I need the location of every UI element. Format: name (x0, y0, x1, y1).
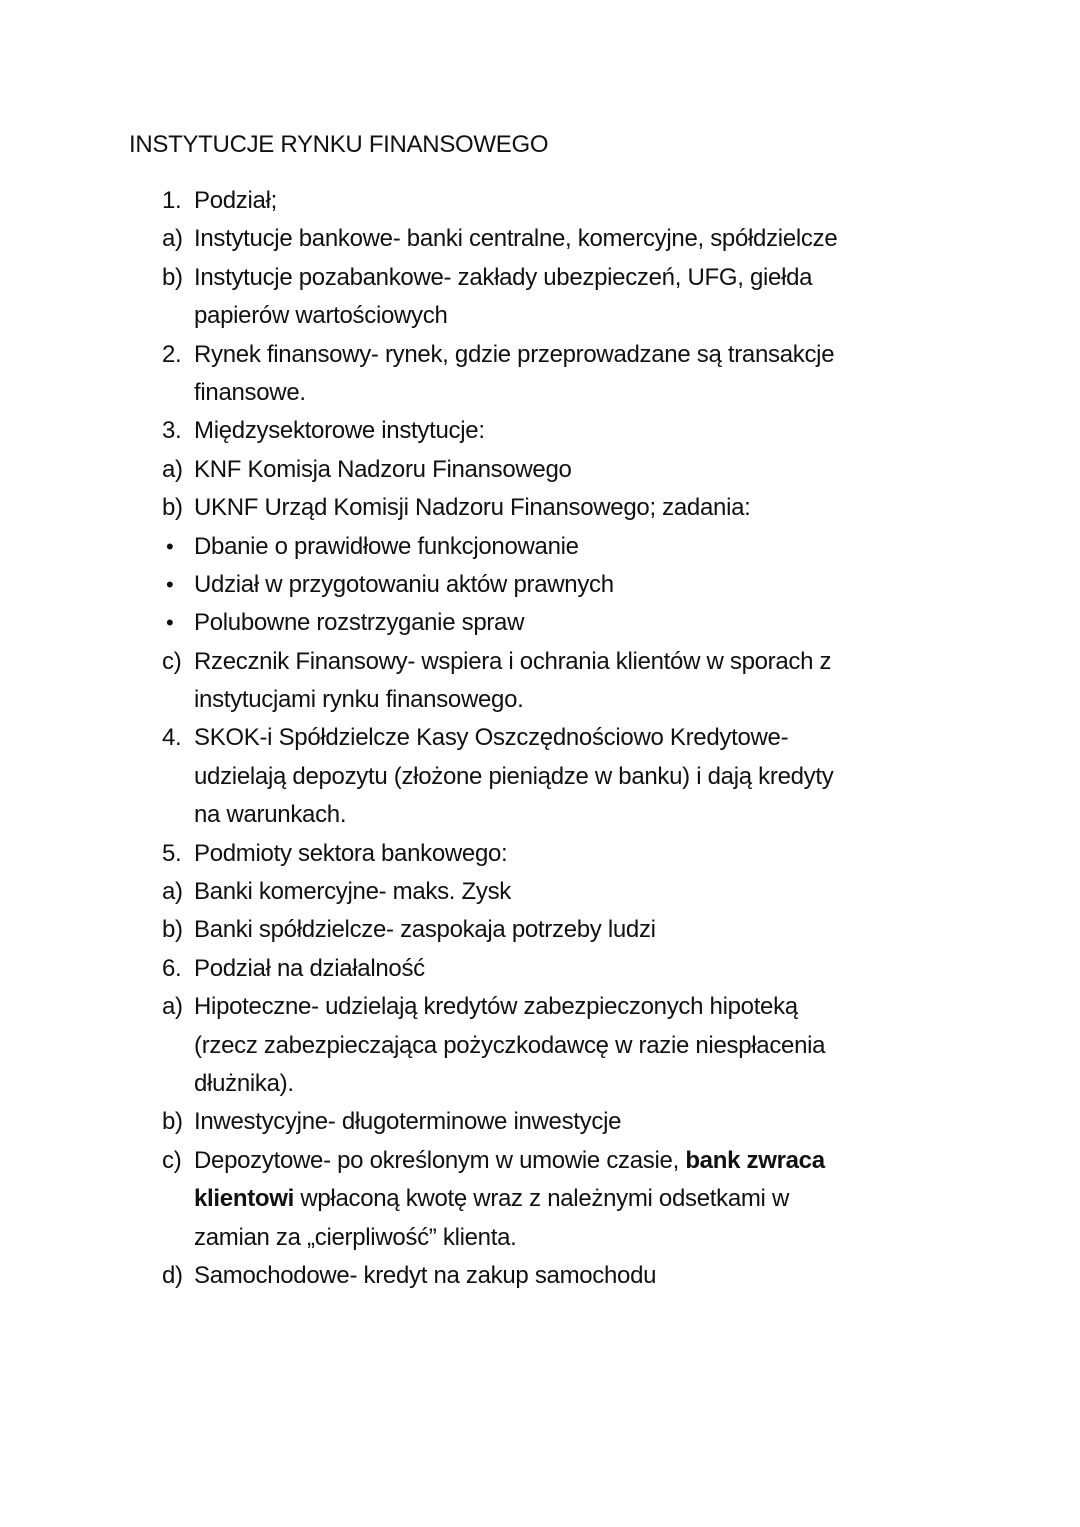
list-text: Podział; (194, 187, 277, 214)
list-marker: a) (162, 225, 183, 253)
list-item (0, 990, 1080, 1028)
list-text: finansowe. (194, 378, 306, 406)
list-marker: a) (162, 455, 183, 483)
list-item-continuation (0, 299, 1080, 337)
list-text: SKOK-i Spółdzielcze Kasy Oszczędnościowo Kredytowe- (194, 724, 789, 752)
list-item (0, 1259, 1080, 1297)
list-item-continuation (0, 1221, 1080, 1259)
list-text-regular: Depozytowe- po określonym w umowie czasie, (194, 1146, 686, 1174)
list-marker: 6. (162, 954, 182, 982)
bullet-item (0, 530, 1080, 568)
list-item (0, 261, 1080, 299)
list-marker: b) (162, 494, 183, 522)
list-item (0, 414, 1080, 452)
list-text: UKNF Urząd Komisji Nadzoru Finansowego; zadania: (194, 494, 751, 522)
list-item (0, 491, 1080, 529)
list-text: Banki spółdzielcze- zaspokaja potrzeby ludzi (194, 916, 656, 944)
bullet-item (0, 606, 1080, 644)
list-text (194, 1144, 825, 1178)
list-item-continuation (0, 376, 1080, 414)
list-text-bold: klientowi (194, 1185, 294, 1213)
list-item (0, 837, 1080, 875)
list-marker: 1. (162, 187, 182, 214)
list-marker: 3. (162, 417, 182, 445)
list-text: Międzysektorowe instytucje: (194, 417, 485, 445)
list-text: Banki komercyjne- maks. Zysk (194, 878, 512, 906)
list-marker: a) (162, 878, 183, 906)
list-marker: 2. (162, 340, 182, 368)
list-text: udzielają depozytu (złożone pieniądze w banku) i dają kredyty (194, 762, 834, 790)
list-text: Udział w przygotowaniu aktów prawnych (194, 570, 614, 598)
list-text: Inwestycyjne- długoterminowe inwestycje (194, 1108, 622, 1136)
list-item-continuation (0, 683, 1080, 721)
list-item (0, 721, 1080, 759)
list-item (0, 184, 1080, 222)
document-list (0, 184, 1080, 1297)
list-item-continuation (0, 1067, 1080, 1105)
list-text: Samochodowe- kredyt na zakup samochodu (194, 1261, 657, 1289)
list-text: KNF Komisja Nadzoru Finansowego (194, 455, 572, 483)
list-text: papierów wartościowych (194, 302, 448, 330)
list-marker: c) (162, 1146, 182, 1174)
list-item (0, 1105, 1080, 1143)
list-text: Instytucje pozabankowe- zakłady ubezpieczeń, UFG, giełda (194, 263, 813, 291)
list-marker: d) (162, 1261, 183, 1289)
bullet-icon: • (166, 571, 174, 597)
list-marker: a) (162, 993, 183, 1021)
list-marker: b) (162, 916, 183, 944)
list-marker: b) (162, 263, 183, 291)
list-text-regular: wpłaconą kwotę wraz z należnymi odsetkami w (293, 1185, 789, 1213)
list-text: Instytucje bankowe- banki centralne, komercyjne, spółdzielcze (194, 225, 838, 253)
list-marker: 4. (162, 724, 182, 752)
list-item (0, 453, 1080, 491)
list-text: (rzecz zabezpieczająca pożyczkodawcę w razie niespłacenia (194, 1031, 826, 1059)
list-item-continuation (0, 1029, 1080, 1067)
list-text: Podmioty sektora bankowego: (194, 839, 508, 867)
list-text: Hipoteczne- udzielają kredytów zabezpieczonych hipoteką (194, 993, 798, 1021)
bullet-item (0, 568, 1080, 606)
list-marker: b) (162, 1108, 183, 1136)
list-item (0, 645, 1080, 683)
bullet-icon: • (166, 533, 174, 559)
list-item-continuation (0, 760, 1080, 798)
list-item (0, 1144, 1080, 1182)
list-text: Rzecznik Finansowy- wspiera i ochrania klientów w sporach z (194, 647, 832, 675)
list-text: Podział na działalność (194, 954, 425, 982)
list-item (0, 952, 1080, 990)
list-text: na warunkach. (194, 801, 347, 829)
list-text: dłużnika). (194, 1069, 294, 1097)
list-text (194, 1182, 789, 1216)
list-marker: 5. (162, 839, 182, 867)
list-marker: c) (162, 647, 182, 675)
list-text-bold: bank zwraca (685, 1146, 825, 1174)
bullet-icon: • (166, 610, 174, 636)
list-text: Polubowne rozstrzyganie spraw (194, 609, 525, 637)
document-title: INSTYTUCJE RYNKU FINANSOWEGO (129, 131, 549, 158)
list-item (0, 913, 1080, 951)
list-item (0, 222, 1080, 260)
list-text: instytucjami rynku finansowego. (194, 686, 524, 714)
list-item (0, 875, 1080, 913)
list-text: Dbanie o prawidłowe funkcjonowanie (194, 532, 579, 560)
list-item (0, 338, 1080, 376)
list-item-continuation (0, 1182, 1080, 1220)
list-text: zamian za „cierpliwość” klienta. (194, 1223, 517, 1251)
list-item-continuation (0, 798, 1080, 836)
list-text: Rynek finansowy- rynek, gdzie przeprowadzane są transakcje (194, 340, 835, 368)
